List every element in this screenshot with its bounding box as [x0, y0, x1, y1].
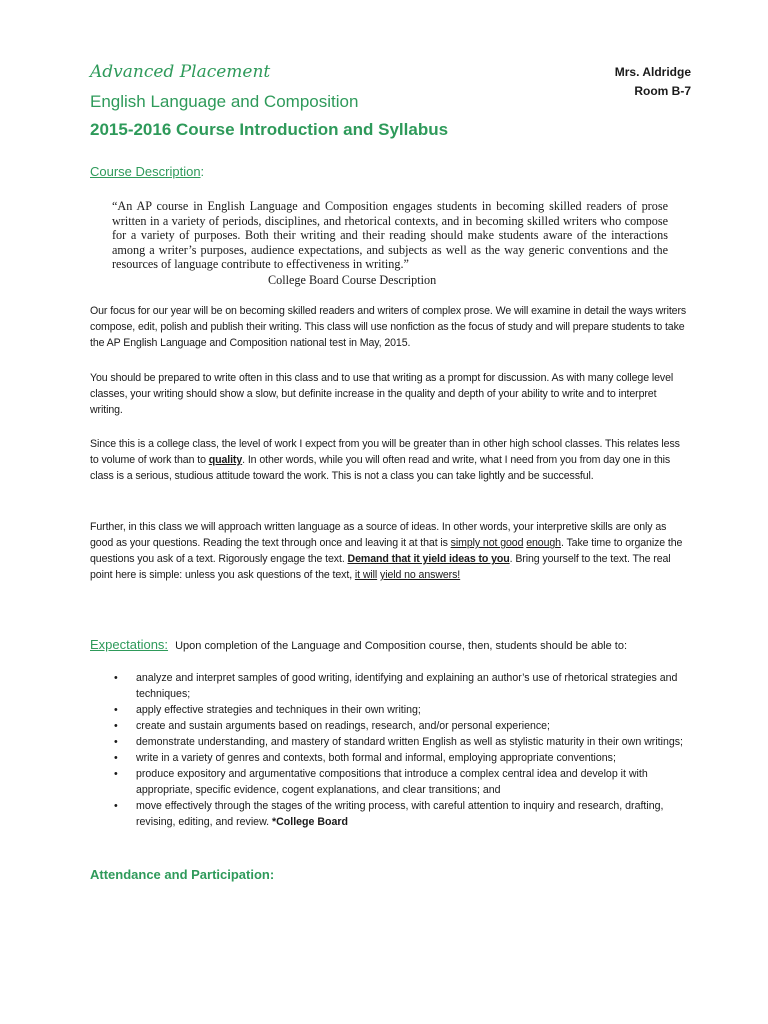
- paragraph-writing-text: You should be prepared to write often in this class and to use that writing as a prompt for discussion. As with many college level classes, your writing should show a slow, but definite increase in the quality and depth of your ability to write and to interpret writing.: [90, 372, 674, 416]
- syllabus-title: 2015-2016 Course Introduction and Syllabus: [90, 120, 449, 139]
- yield-no-answers: yield no answers!: [380, 569, 461, 581]
- demand-emphasis: Demand that it yield ideas to you: [347, 553, 510, 565]
- bullet-icon: •: [114, 768, 118, 780]
- list-item: • write in a variety of genres and contexts, both formal and informal, employing appropriate conventions;: [114, 752, 616, 764]
- list-item: • apply effective strategies and techniques in their own writing;: [114, 704, 421, 716]
- paragraph-focus-text: Our focus for our year will be on becoming skilled readers and writers of complex prose. We will examine in detail the ways writers compose, edit, polish and publish their writing. This class will use nonfiction as the focus of study and will prepare students to take the AP English Language and Composition national test in May, 2015.: [90, 305, 687, 349]
- paragraph-college-class-b: . In other words, while you will often read and write, what I need from you from day one in this class is a serious, studious attitude toward the work. This is not a class you can take lightly and be successful.: [90, 454, 671, 482]
- it-will-emphasis: it will: [354, 569, 378, 581]
- program-title: Advanced Placement: [90, 62, 271, 82]
- teacher-info: [615, 63, 691, 101]
- course-title: English Language and Composition: [90, 92, 359, 111]
- attendance-heading: Attendance and Participation:: [90, 867, 275, 882]
- quote-source: College Board Course Description: [268, 273, 437, 287]
- quality-emphasis: quality: [208, 454, 243, 466]
- expectations-heading: [90, 637, 627, 652]
- simply-not-good: simply not good: [450, 537, 524, 549]
- bullet-icon: •: [114, 720, 118, 732]
- room-number: Room B-7: [634, 84, 691, 98]
- paragraph-writing: [90, 370, 688, 418]
- bullet-icon: •: [114, 752, 118, 764]
- list-item: • create and sustain arguments based on readings, research, and/or personal experience;: [114, 720, 550, 732]
- course-description-heading: [90, 164, 204, 179]
- college-board-credit: *College Board: [272, 816, 348, 828]
- list-item: • demonstrate understanding, and mastery of standard written English as well as stylistic maturity in their own writings;: [114, 736, 684, 748]
- bullet-icon: •: [114, 704, 118, 716]
- list-item: • analyze and interpret samples of good writing, identifying and explaining an author’s use of rhetorical strategies and techniques;: [114, 672, 678, 700]
- paragraph-college-class: [90, 436, 688, 484]
- enough-emphasis: enough: [526, 537, 561, 549]
- paragraph-focus: [90, 303, 688, 351]
- bullet-icon: •: [114, 736, 118, 748]
- paragraph-ideas-c: . Bring yourself to the text. The real point here is simple: unless you ask questions of the text,: [90, 553, 671, 581]
- paragraph-ideas: [90, 519, 688, 583]
- course-description-label: Course Description: [90, 164, 201, 179]
- paragraph-college-class-a: Since this is a college class, the level of work I expect from you will be greater than in other high school classes. This relates less to volume of work than to: [90, 438, 680, 466]
- course-description-colon: :: [200, 164, 205, 179]
- expectations-label: Expectations:: [90, 637, 169, 652]
- bullet-icon: •: [114, 800, 118, 812]
- teacher-name: Mrs. Aldridge: [614, 65, 691, 79]
- paragraph-ideas-a: Further, in this class we will approach written language as a source of ideas. In other words, your interpretive skills are only as good as your questions. Reading the text through once and leaving it at that is: [90, 521, 667, 549]
- list-item: • produce expository and argumentative compositions that introduce a complex central idea and develop it with appropriate, specific evidence, cogent explanations, and clear transitions; and: [114, 768, 648, 796]
- paragraph-ideas-b: . Take time to organize the questions you ask of a text. Rigorously engage the text.: [90, 537, 683, 565]
- college-board-quote: “An AP course in English Language and Composition engages students in becoming skilled readers of prose written in a variety of periods, disciplines, and rhetorical contexts, and in becoming skilled writers who compose for a variety of purposes. Both their writing and their reading should make students aware of the interactions among a writer’s purposes, audience expectations, and subjects as well as the way generic conventions and the resources of language contribute to effectiveness in writing.”: [112, 199, 668, 272]
- list-item: • move effectively through the stages of the writing process, with careful attention to inquiry and research, drafting, revising, editing, and review. *College Board: [114, 800, 664, 828]
- bullet-icon: •: [114, 672, 118, 684]
- expectations-list: [114, 670, 684, 830]
- expectations-intro: Upon completion of the Language and Composition course, then, students should be able to:: [175, 640, 628, 652]
